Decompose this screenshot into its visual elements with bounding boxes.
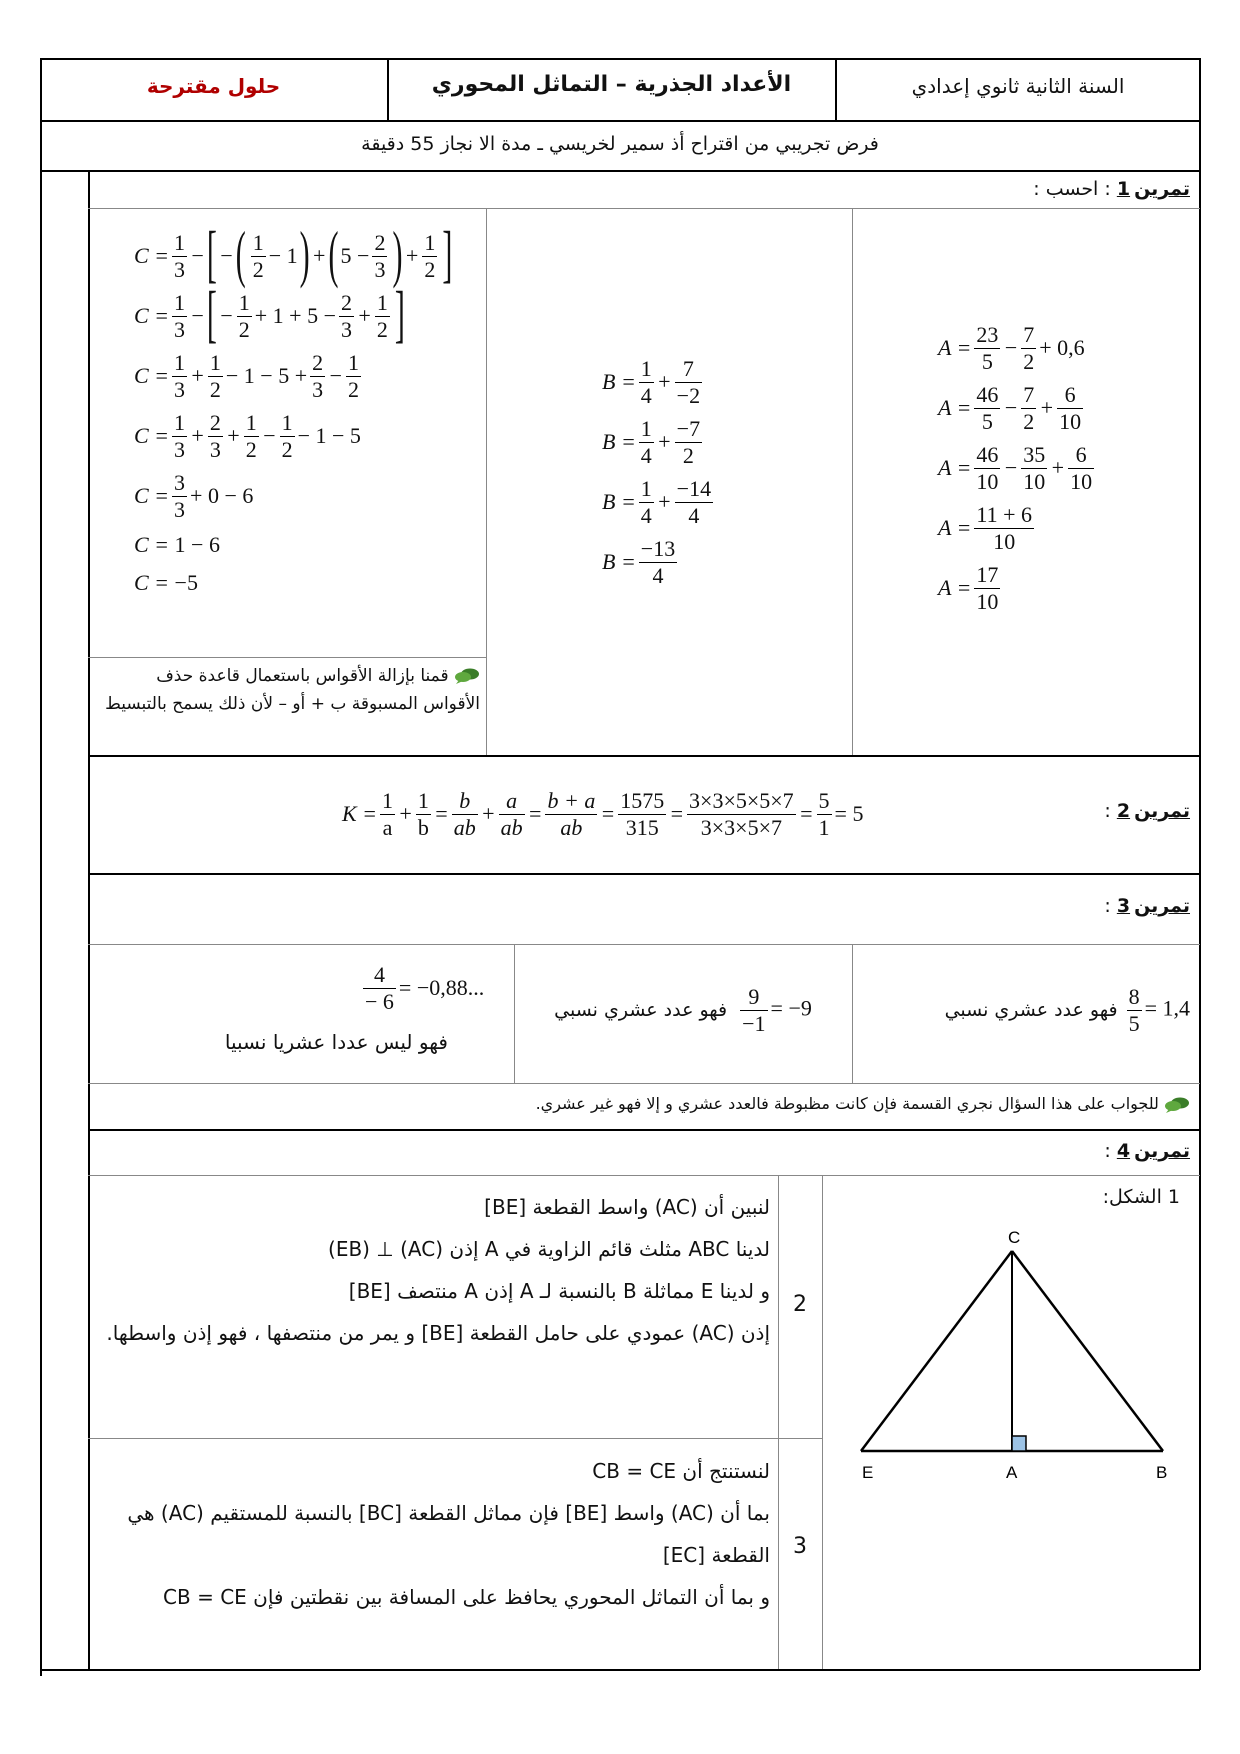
header-solutions: حلول مقترحة: [146, 74, 281, 98]
B-line-3: B = $\frac{1}{4}$ + $\frac{-14}{4}$: [602, 475, 712, 528]
ex4-q2-num: 2: [793, 1292, 807, 1317]
C-line-3: C = $\frac{1}{3}$ + $\frac{1}{2}$ − 1 − 5 + $\frac{2}{3}$ − $\frac{1}{2}$: [134, 349, 359, 402]
frame-bottom: [40, 1669, 88, 1671]
ex1-col-divider-1: [486, 208, 487, 756]
chat-bubbles-icon: [1164, 1097, 1190, 1113]
ex4-colon: :: [1104, 1140, 1117, 1162]
A-line-5: A = $\frac{17}{10}$: [938, 561, 999, 614]
ex4-title: [1000, 1140, 1190, 1162]
ex3-item-2-text: فهو عدد عشري نسبي: [554, 999, 728, 1021]
C-line-6: C = 1 − 6: [134, 532, 220, 557]
C-line-4: C = $\frac{1}{3}$ + $\frac{2}{3}$ + $\frac{1}{2}$ − $\frac{1}{2}$ − 1 − 5: [134, 409, 361, 462]
ex3-colon: :: [1104, 895, 1117, 917]
ex4-figure-label: 1 الشكل:: [1102, 1186, 1180, 1208]
ex3-col-divider-1: [514, 944, 515, 1084]
ex3-title-num: 3: [1116, 895, 1131, 917]
A-line-2: A = $\frac{46}{5}$ − $\frac{7}{2}$ + $\frac{6}{10}$: [938, 381, 1082, 434]
segment-CB: [1012, 1251, 1163, 1451]
C-line-2: C = $\frac{1}{3}$ − [ − $\frac{1}{2}$ + 1 + 5 − $\frac{2}{3}$ + $\frac{1}{2}$ ]: [134, 280, 405, 350]
right-angle-mark: [1012, 1436, 1026, 1451]
B-line-2: B = $\frac{1}{4}$ + $\frac{-7}{2}$: [602, 415, 701, 468]
ex4-q3-line-2: بما أن (AC) واسط [BE] فإن مماثل القطعة [BC] بالنسبة للمستقيم (AC) هي القطعة [EC]: [127, 1501, 770, 1567]
ex3-item-1: [860, 980, 1190, 1040]
ex3-item-3-text: فهو ليس عددا عشريا نسبيا: [224, 1030, 448, 1054]
ex2-title: [1000, 800, 1190, 822]
ex3-note: [100, 1094, 1190, 1113]
ex4-q2-body: [100, 1186, 770, 1354]
ex3-item-2-math: $\frac{9}{-1}$ = −9: [742, 983, 812, 1036]
C-line-1: C = $\frac{1}{3}$ − [ − ( $\frac{1}{2}$ − 1 ) + ( 5 − $\frac{2}{3}$ ) + $\frac{1}{2}$ ]: [134, 220, 453, 290]
point-label-C: C: [1008, 1228, 1021, 1247]
frame-right: [1199, 58, 1201, 1670]
ex3-note-text: للجواب على هذا السؤال نجري القسمة فإن كانت مظبوطة فالعدد عشري و إلا فهو غير عشري.: [535, 1094, 1159, 1113]
ex1-title-word: تمرين: [1134, 178, 1190, 200]
subheader: فرض تجريبي من اقتراح أذ سمير لخريسي ـ مدة الا نجاز 55 دقيقة: [361, 133, 879, 155]
header-level: السنة الثانية ثانوي إعدادي: [911, 74, 1125, 98]
ex1-header-bottom: [88, 208, 1200, 209]
B-line-1: B = $\frac{1}{4}$ + $\frac{7}{-2}$: [602, 355, 701, 408]
ex1-B-column: [602, 352, 842, 592]
ex4-q2-line-1: لنبين أن (AC) واسط القطعة [BE]: [484, 1195, 770, 1219]
ex3-item-1-text: فهو عدد عشري نسبي: [944, 999, 1118, 1021]
C-line-5: C = $\frac{3}{3}$ + 0 − 6: [134, 469, 254, 522]
ex2-expression: K = $\frac{1}{a}$ + $\frac{1}{b}$ = $\frac{b}{ab}$ + $\frac{a}{ab}$ = $\frac{b + a}{ab}$ = $\frac{1575}{315}$ = $\frac{3\times 3\times 5\times 5\times 7}{3\times 3\times 5\times 7}$ = $\frac{5}{1}$ = 5: [342, 787, 864, 840]
ex3-title: [1000, 895, 1190, 917]
ex4-header-bottom: [88, 1175, 1200, 1176]
ex2-title-num: 2: [1116, 800, 1131, 822]
ex4-q2-line-3: و لدينا E مماثلة B بالنسبة لـ A إذن A منتصف [BE]: [348, 1279, 770, 1303]
ex4-col-divider-num: [778, 1175, 779, 1670]
header-topic: الأعداد الجذرية – التماثل المحوري: [431, 72, 792, 97]
ex4-q3-num: 3: [793, 1534, 807, 1559]
ex2-bottom: [88, 873, 1200, 875]
ex1-title: [880, 178, 1190, 200]
ex3-col-divider-2: [852, 944, 853, 1084]
point-label-E: E: [862, 1463, 874, 1482]
ex3-item-1-math: $\frac{8}{5}$ = 1,4: [1128, 983, 1190, 1036]
A-line-1: A = $\frac{23}{5}$ − $\frac{7}{2}$ + 0,6: [938, 321, 1085, 374]
ex1-note: [96, 662, 480, 718]
ex1-instruction: : احسب :: [1033, 178, 1117, 200]
point-label-A: A: [1006, 1463, 1018, 1482]
subheader-bottom: [40, 170, 1200, 172]
ex4-title-num: 4: [1116, 1140, 1131, 1162]
ex3-note-top: [88, 1083, 1200, 1084]
ex2-colon: :: [1104, 800, 1117, 822]
ex4-q3-body: [100, 1450, 770, 1618]
frame-left: [40, 58, 42, 1676]
ex3-title-word: تمرين: [1134, 895, 1190, 917]
ex4-col-divider-fig: [822, 1175, 823, 1670]
inner-left: [88, 170, 90, 1670]
ex1-note-top: [88, 657, 486, 658]
ex4-q3-line-3: و بما أن التماثل المحوري يحافظ على المسافة بين نقطتين فإن CB = CE: [163, 1585, 770, 1609]
ex3-bottom: [88, 1129, 1200, 1131]
ex1-note-text: قمنا بإزالة الأقواس باستعمال قاعدة حذف الأقواس المسبوقة ب + أو – لأن ذلك يسمح بالتبسيط: [105, 666, 480, 714]
ex3-item-2: [520, 980, 846, 1040]
chat-bubbles-icon: [454, 668, 480, 684]
ex4-q2-bottom: [88, 1438, 822, 1439]
ex1-title-num: 1: [1116, 178, 1131, 200]
ex4-title-word: تمرين: [1134, 1140, 1190, 1162]
ex1-A-column: [938, 318, 1198, 618]
B-line-4: B = $\frac{-13}{4}$: [602, 535, 676, 588]
A-line-4: A = $\frac{11 + 6}{10}$: [938, 501, 1032, 554]
ex1-bottom: [88, 755, 1200, 757]
ex1-C-column: [134, 220, 484, 602]
frame-top: [40, 58, 1200, 60]
ex1-col-divider-2: [852, 208, 853, 756]
ex4-q3-line-1: لنستنتج أن CB = CE: [592, 1459, 770, 1483]
A-line-3: A = $\frac{46}{10}$ − $\frac{35}{10}$ + $\frac{6}{10}$: [938, 441, 1093, 494]
ex3-header-bottom: [88, 944, 1200, 945]
triangle-figure: [826, 1225, 1196, 1490]
header-bottom: [40, 120, 1200, 122]
ex2-title-word: تمرين: [1134, 800, 1190, 822]
ex4-q2-line-4: إذن (AC) عمودي على حامل القطعة [BE] و يمر من منتصفها ، فهو إذن واسطها.: [106, 1321, 770, 1345]
point-label-B: B: [1156, 1463, 1168, 1482]
segment-CE: [861, 1251, 1012, 1451]
C-line-7: C = −5: [134, 570, 198, 595]
ex3-item-3-math: $\frac{4}{- 6}$ = −0,88...: [365, 961, 485, 1014]
ex4-bottom: [88, 1669, 1200, 1671]
ex4-q2-line-2: لدينا ABC مثلث قائم الزاوية في A إذن (AC) ⊥ (EB): [328, 1237, 770, 1261]
